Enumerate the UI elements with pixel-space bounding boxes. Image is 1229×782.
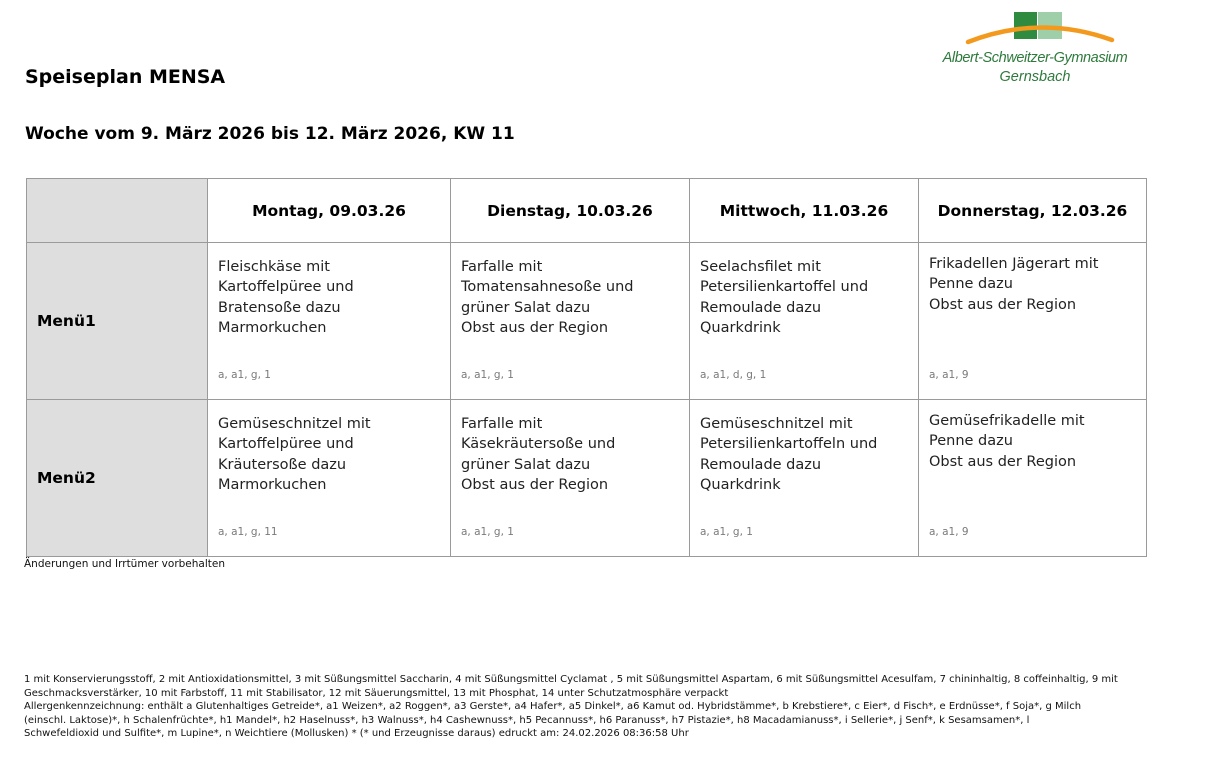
school-logo (930, 8, 1140, 90)
meal-line: Remoulade dazu (700, 456, 822, 473)
legend-line: Allergenkennzeichnung: enthält a Glutenhaltiges Getreide*, a1 Weizen*, a2 Roggen*, a3 Gerste*, a4 Hafer*, a5 Dinkel*, a6 Kamut od. Hybridstämme*, b Krebstiere*, c Eier*, d Fisch*, e Erdnüsse*, f Soja*, g Milch (24, 701, 1082, 713)
meal-line: Petersilienkartoffeln und (700, 436, 878, 453)
menu-label: Menü2 (27, 400, 208, 557)
meal-line: Kartoffelpüree und (218, 436, 354, 453)
meal-line: grüner Salat dazu (461, 299, 591, 316)
meal-line: Obst aus der Region (461, 476, 609, 493)
meal-line: Kartoffelpüree und (218, 279, 354, 296)
allergen-codes: a, a1, g, 1 (700, 526, 753, 538)
table-row (27, 400, 1147, 557)
day-header-tuesday: Dienstag, 10.03.26 (451, 179, 690, 243)
allergen-codes: a, a1, d, g, 1 (700, 369, 767, 381)
meal-line: Kräutersoße dazu (218, 456, 347, 473)
corner-cell (27, 179, 208, 243)
meal-description (218, 414, 444, 495)
meal-line: Petersilienkartoffel und (700, 279, 869, 296)
meal-cell (690, 400, 919, 557)
day-header-wednesday: Mittwoch, 11.03.26 (690, 179, 919, 243)
meal-line: Tomatensahnesoße und (461, 279, 634, 296)
school-town: Gernsbach (999, 69, 1071, 85)
meal-line: Frikadellen Jägerart mit (929, 256, 1099, 272)
meal-line: Farfalle mit (461, 259, 543, 275)
meal-line: Gemüseschnitzel mit (700, 416, 853, 432)
meal-line: Quarkdrink (700, 476, 781, 493)
meal-line: Remoulade dazu (700, 299, 822, 316)
meal-description (218, 257, 444, 338)
legend-line: Geschmacksverstärker, 10 mit Farbstoff, 11 mit Stabilisator, 12 mit Säuerungsmittel, 13 mit Phosphat, 14 unter Schutzatmosphäre verpackt (24, 687, 729, 699)
allergen-codes: a, a1, g, 11 (218, 526, 278, 538)
meal-cell (451, 400, 690, 557)
meal-description (461, 414, 683, 495)
meal-cell (208, 400, 451, 557)
meal-plan-table (26, 178, 1147, 557)
meal-description (700, 414, 912, 495)
meal-cell (690, 243, 919, 400)
additives-legend (24, 673, 1219, 741)
meal-line: Käsekräutersoße und (461, 436, 616, 453)
meal-line: Gemüseschnitzel mit (218, 416, 371, 432)
meal-description (700, 257, 912, 338)
meal-line: Obst aus der Region (929, 453, 1077, 470)
meal-line: Fleischkäse mit (218, 259, 330, 275)
menu-label: Menü1 (27, 243, 208, 400)
meal-line: Marmorkuchen (218, 319, 327, 336)
table-row (27, 243, 1147, 400)
meal-line: Gemüsefrikadelle mit (929, 413, 1085, 429)
disclaimer-note: Änderungen und Irrtümer vorbehalten (24, 558, 225, 570)
meal-cell (919, 243, 1147, 400)
week-subtitle: Woche vom 9. März 2026 bis 12. März 2026, KW 11 (25, 124, 515, 144)
day-header-thursday: Donnerstag, 12.03.26 (919, 179, 1147, 243)
meal-description (461, 257, 683, 338)
legend-line: (einschl. Laktose)*, h Schalenfrüchte*, h1 Mandel*, h2 Haselnuss*, h3 Walnuss*, h4 Cashewnuss*, h5 Pecannuss*, h6 Paranuss*, h7 Pistazie*, h8 Macadamianuss*, i Sellerie*, j Senf*, k Sesamsamen*, l (24, 714, 1030, 726)
allergen-codes: a, a1, 9 (929, 369, 969, 381)
meal-cell (208, 243, 451, 400)
meal-line: Obst aus der Region (929, 296, 1077, 313)
meal-line: Penne dazu (929, 433, 1013, 450)
meal-line: Penne dazu (929, 276, 1013, 293)
legend-line: 1 mit Konservierungsstoff, 2 mit Antioxidationsmittel, 3 mit Süßungsmittel Saccharin, 4 mit Süßungsmittel Cyclamat , 5 mit Süßungsmittel Aspartam, 6 mit Süßungsmittel Acesulfam, 7 chininhaltig, 8 coffeinhaltig, 9 mit (24, 674, 1118, 685)
meal-line: Bratensoße dazu (218, 299, 341, 316)
page-title: Speiseplan MENSA (25, 66, 226, 88)
meal-description (929, 254, 1140, 315)
meal-description (929, 411, 1140, 472)
allergen-codes: a, a1, g, 1 (461, 369, 514, 381)
meal-line: Farfalle mit (461, 416, 543, 432)
legend-line: Schwefeldioxid und Sulfite*, m Lupine*, n Weichtiere (Mollusken) * (* und Erzeugnisse daraus) edruckt am: 24.02.2026 08:36:58 Uhr (24, 728, 689, 740)
meal-cell (451, 243, 690, 400)
table-header-row (27, 179, 1147, 243)
day-header-monday: Montag, 09.03.26 (208, 179, 451, 243)
allergen-codes: a, a1, 9 (929, 526, 969, 538)
meal-line: Quarkdrink (700, 319, 781, 336)
meal-line: Seelachsfilet mit (700, 259, 821, 275)
meal-line: grüner Salat dazu (461, 456, 591, 473)
meal-line: Obst aus der Region (461, 319, 609, 336)
school-name: Albert-Schweitzer-Gymnasium (942, 50, 1128, 66)
meal-cell (919, 400, 1147, 557)
allergen-codes: a, a1, g, 1 (218, 369, 271, 381)
allergen-codes: a, a1, g, 1 (461, 526, 514, 538)
meal-line: Marmorkuchen (218, 476, 327, 493)
